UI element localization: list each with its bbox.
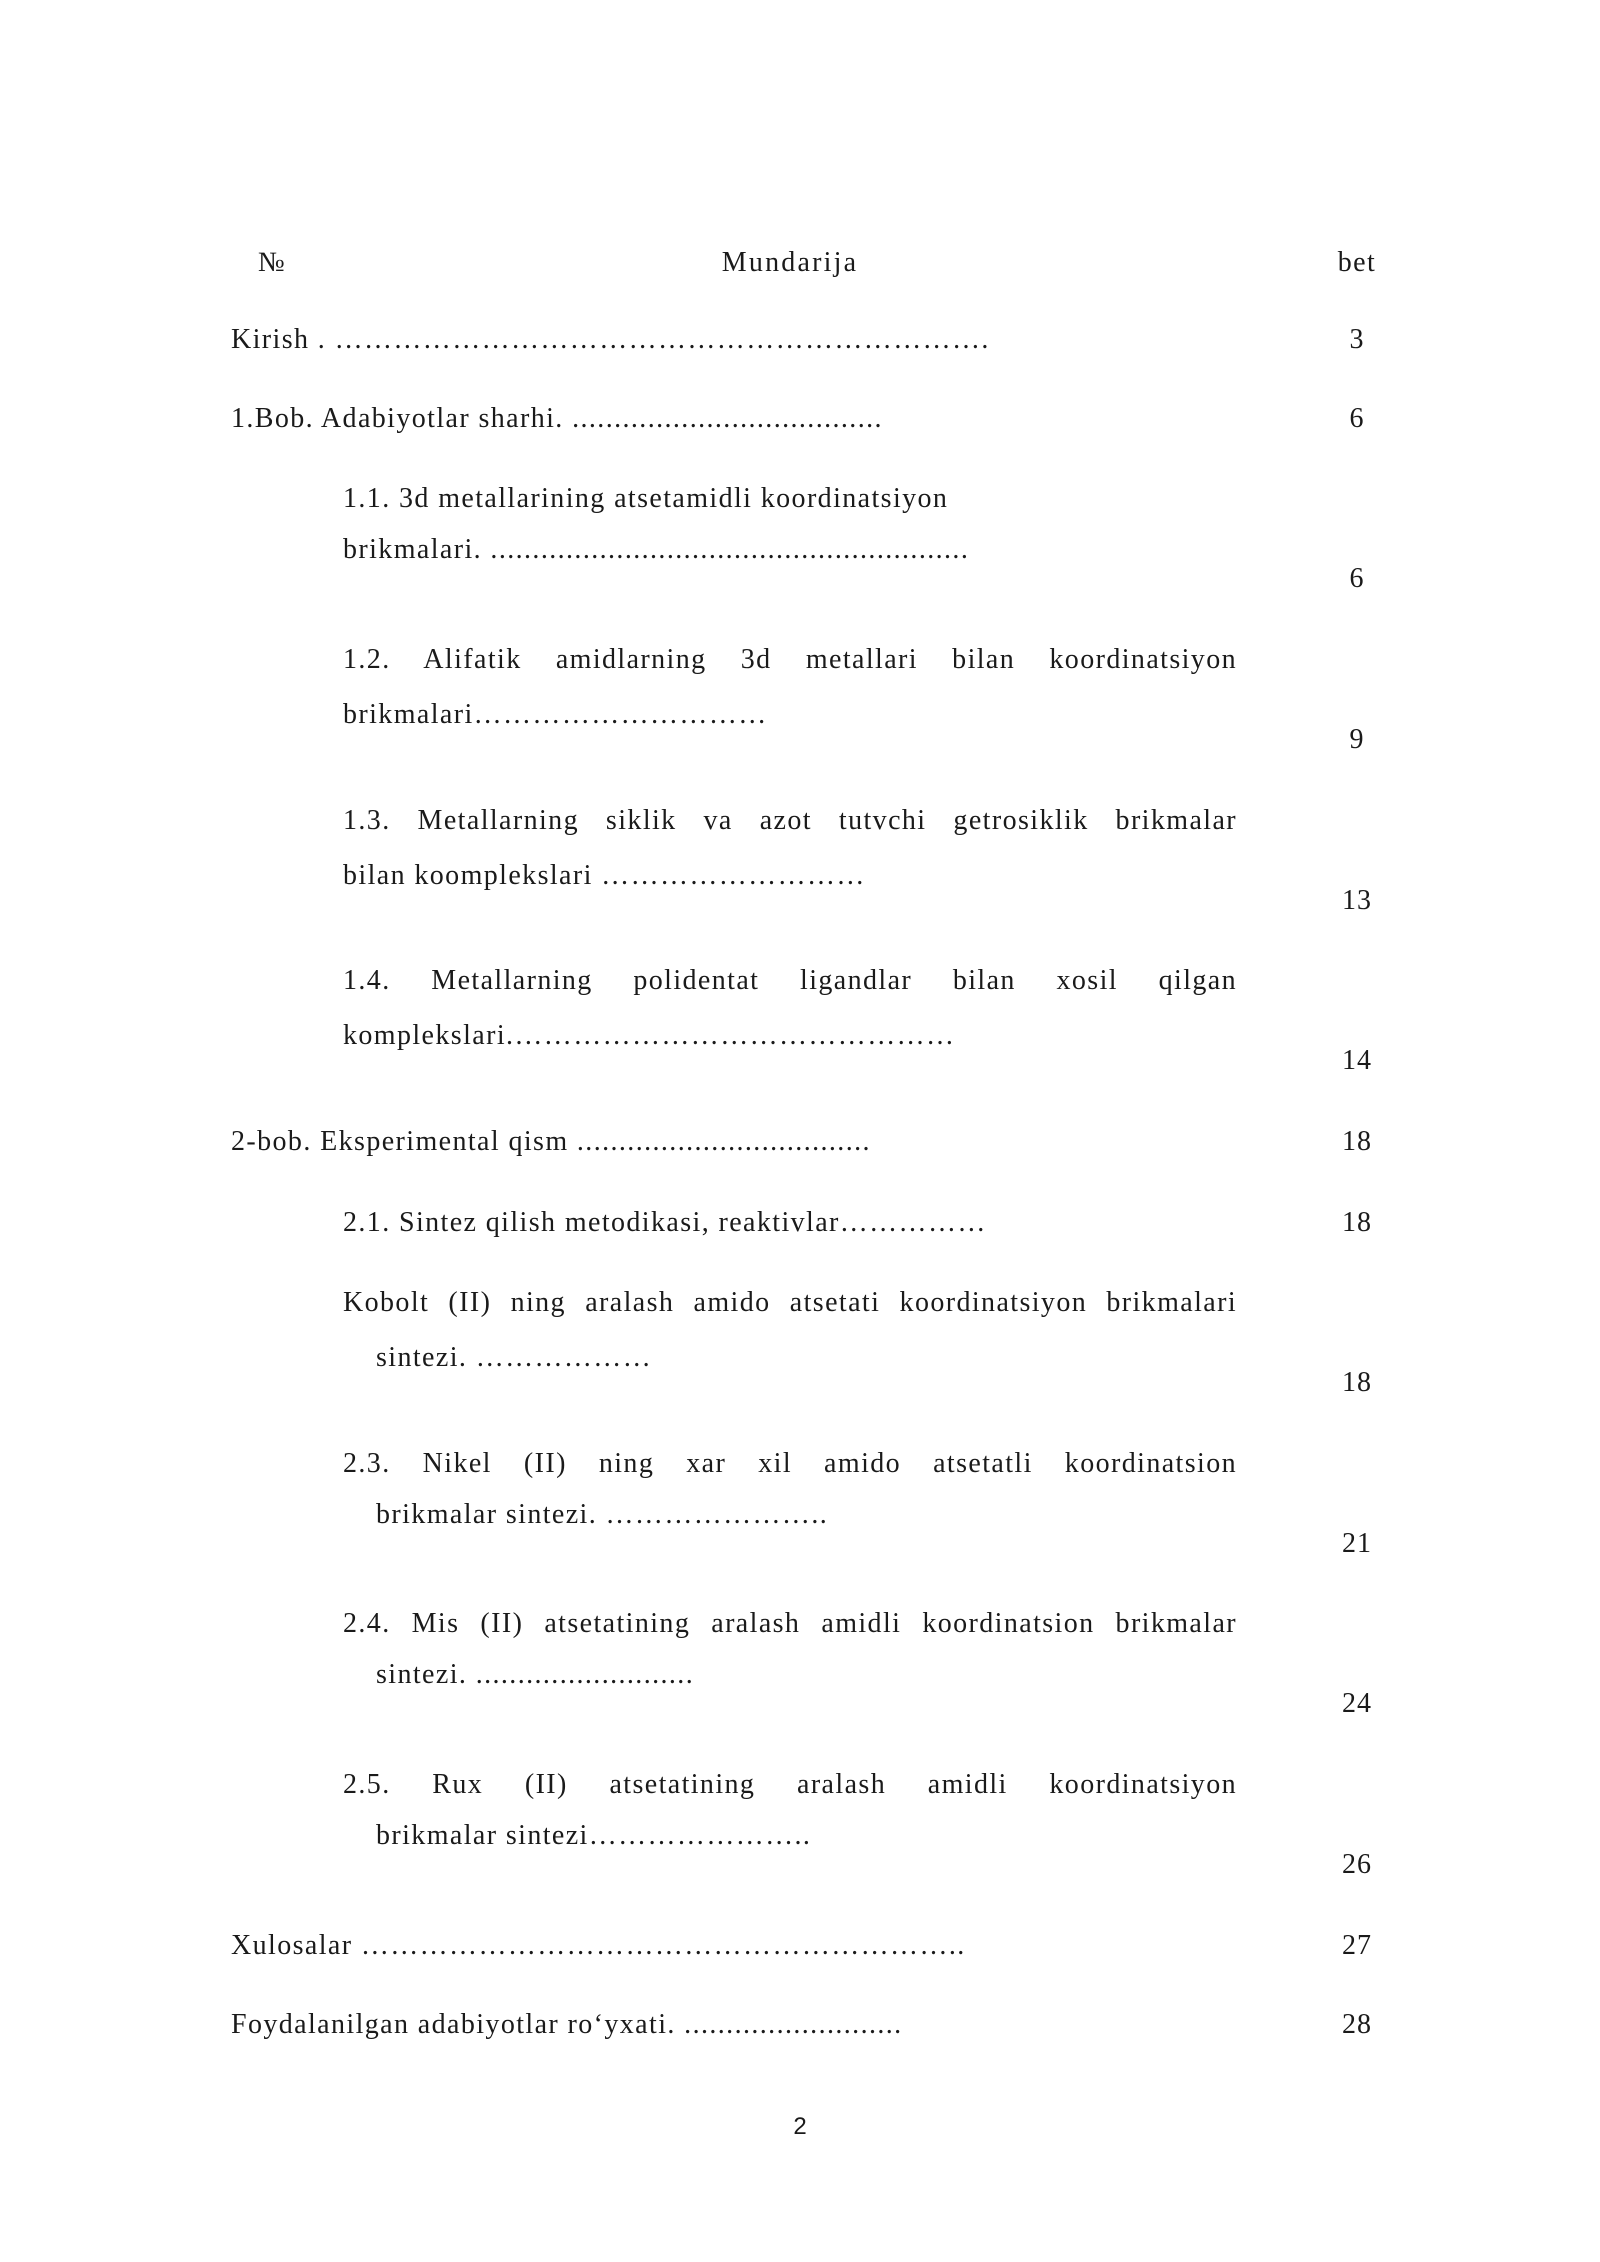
toc-entry-page: 28 — [1342, 2009, 1372, 2040]
toc-entry-text-line2: brikmalar sintezi. ………………….. — [376, 1499, 829, 1530]
toc-entry-text-line1: 1.4. Metallarning polidentat ligandlar bilan xosil qilgan — [343, 965, 1237, 996]
toc-entry-page: 21 — [1342, 1528, 1372, 1559]
toc-entry-page: 3 — [1349, 324, 1365, 355]
toc-entry-text: 2.1. Sintez qilish metodikasi, reaktivlar…………… — [343, 1207, 987, 1238]
toc-entry-text: 1.Bob. Adabiyotlar sharhi. ..................................... — [231, 403, 883, 434]
toc-entry-page: 18 — [1342, 1126, 1372, 1157]
toc-entry-page: 18 — [1342, 1367, 1372, 1398]
toc-entry-text-line1: 2.5. Rux (II) atsetatining aralash amidli koordinatsiyon — [343, 1769, 1237, 1800]
toc-entry-text: 2-bob. Eksperimental qism ................................... — [231, 1126, 871, 1157]
toc-entry-text-line2: sintezi. .......................... — [376, 1659, 695, 1690]
toc-entry-text-line2: brikmalari. ......................................................... — [343, 534, 970, 565]
toc-entry-page: 27 — [1342, 1930, 1372, 1961]
toc-entry-text-line1: 2.3. Nikel (II) ning xar xil amido atsetatli koordinatsion — [343, 1448, 1237, 1479]
toc-number-column-header: № — [258, 247, 287, 278]
toc-page-column-header: bet — [1337, 247, 1377, 278]
toc-entry-text-line2: bilan koomplekslari ……………………… — [343, 860, 866, 891]
toc-entry-page: 6 — [1349, 563, 1365, 594]
page-number: 2 — [793, 2113, 807, 2140]
toc-entry-text-line2: brikmalar sintezi………………….. — [376, 1820, 812, 1851]
toc-entry-page: 14 — [1342, 1045, 1372, 1076]
toc-entry-page: 6 — [1349, 403, 1365, 434]
toc-entry-text: Kirish . …………………………………………………………. — [231, 324, 990, 355]
toc-entry-text-line1: Kobolt (II) ning aralash amido atsetati koordinatsiyon brikmalari — [343, 1287, 1237, 1318]
toc-entry-page: 13 — [1342, 885, 1372, 916]
toc-entry-page: 26 — [1342, 1849, 1372, 1880]
toc-entry-text: Xulosalar …………………………………………………….. — [231, 1930, 966, 1961]
toc-title: Mundarija — [721, 247, 859, 278]
toc-entry-page: 9 — [1349, 724, 1365, 755]
toc-entry-text-line2: sintezi. ……………… — [376, 1342, 653, 1373]
toc-entry-page: 24 — [1342, 1688, 1372, 1719]
toc-entry-text-line1: 1.1. 3d metallarining atsetamidli koordinatsiyon — [343, 483, 949, 514]
toc-entry-text-line1: 1.2. Alifatik amidlarning 3d metallari bilan koordinatsiyon — [343, 644, 1237, 675]
toc-entry-text: Foydalanilgan adabiyotlar ro‘yxati. .......................... — [231, 2009, 903, 2040]
toc-entry-text-line2: brikmalari………………………… — [343, 699, 768, 730]
toc-entry-page: 18 — [1342, 1207, 1372, 1238]
toc-entry-text-line2: komplekslari.……………………………………… — [343, 1020, 956, 1051]
toc-entry-text-line1: 1.3. Metallarning siklik va azot tutvchi getrosiklik brikmalar — [343, 805, 1237, 836]
toc-entry-text-line1: 2.4. Mis (II) atsetatining aralash amidli koordinatsion brikmalar — [343, 1608, 1237, 1639]
